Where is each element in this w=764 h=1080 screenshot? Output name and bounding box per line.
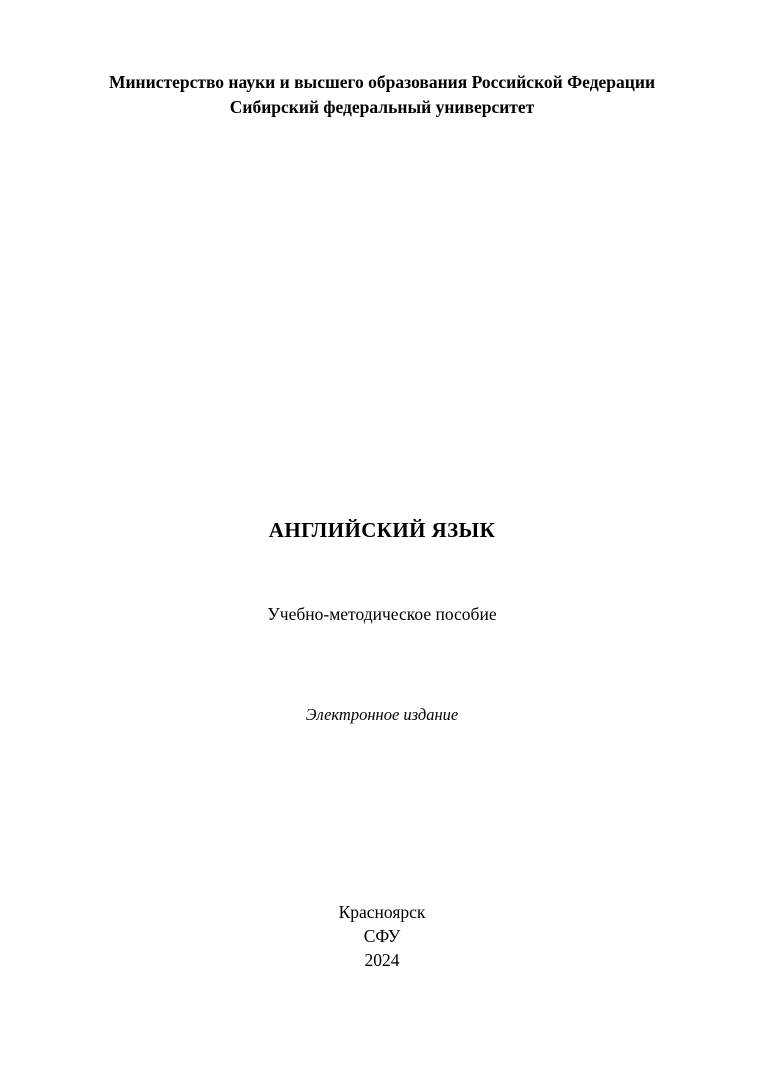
- imprint-block: [0, 900, 764, 972]
- ministry-line: Министерство науки и высшего образования Российской Федерации: [108, 72, 656, 92]
- publisher-block: [0, 70, 764, 120]
- university-line: Сибирский федеральный университет: [229, 97, 535, 117]
- imprint-city: Красноярск: [338, 902, 426, 922]
- page-title: АНГЛИЙСКИЙ ЯЗЫК: [268, 518, 496, 542]
- edition-type: Электронное издание: [305, 705, 459, 724]
- subtitle: Учебно-методическое пособие: [267, 604, 497, 624]
- imprint-year: 2024: [364, 950, 400, 970]
- imprint-press: СФУ: [363, 926, 401, 946]
